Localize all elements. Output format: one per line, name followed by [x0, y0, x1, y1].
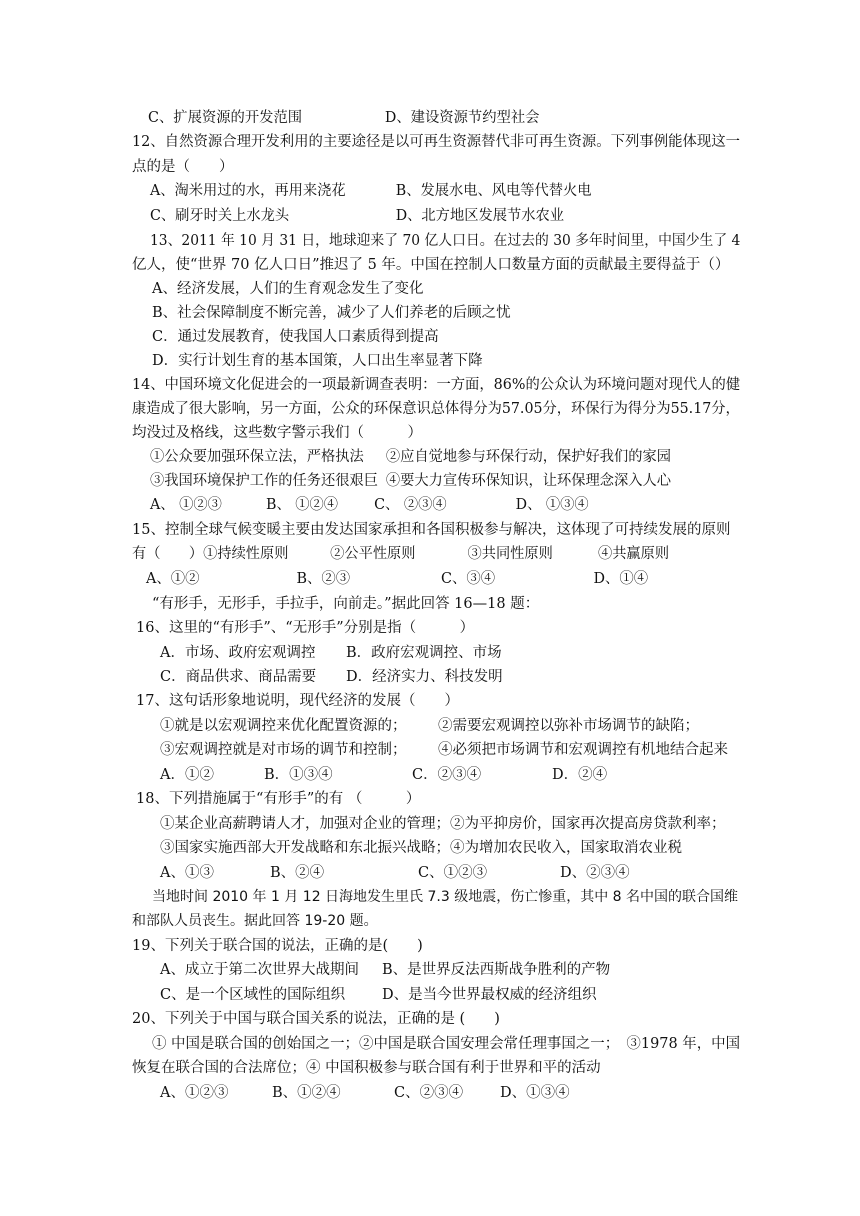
q12-option-b: B、发展水电、风电等代替火电	[395, 183, 592, 199]
q20-items-line-1: ① 中国是联合国的创始国之一；②中国是联合国安理会常任理事国之一； ③1978 年，中国	[152, 1036, 741, 1052]
q12-option-d: D、北方地区发展节水农业	[395, 208, 564, 224]
q15-stem-line-1: 15、控制全球气候变暖主要由发达国家承担和各国积极参与解决，这体现了可持续发展的原则	[132, 522, 731, 538]
intro-19-20-line-1: 当地时间 2010 年 1 月 12 日海地发生里氏 7.3 级地震，伤亡惨重，其中 8 名中国的联合国维	[152, 889, 739, 905]
q17-option-c: C．②③④	[412, 767, 482, 783]
q14-option-c: C、 ②③④	[374, 497, 447, 513]
q16-option-c: C．商品供求、商品需要	[160, 669, 317, 685]
q14-option-d: D、 ①③④	[515, 497, 589, 513]
q18-items-line-2: ③国家实施西部大开发战略和东北振兴战略；④为增加农民收入，国家取消农业税	[160, 840, 682, 856]
q20-option-a: A、①②③	[160, 1085, 229, 1101]
q14-item-1: ①公众要加强环保立法，严格执法	[150, 449, 364, 465]
q12-stem-line-1: 12、自然资源合理开发利用的主要途径是以可再生资源替代非可再生资源。下列事例能体现这一	[132, 134, 741, 150]
q15-option-d: D、①④	[593, 571, 649, 587]
q14-item-4: ④要大力宣传环保知识，让环保理念深入人心	[385, 473, 671, 489]
q14-option-b: B、 ①②④	[265, 497, 339, 513]
q14-stem-line-3: 均没过及格线，这些数字警示我们（ ）	[132, 425, 422, 441]
q17-stem: 17、这句话形象地说明，现代经济的发展（ ）	[136, 693, 459, 709]
q19-stem: 19、下列关于联合国的说法，正确的是( )	[132, 938, 423, 954]
q19-option-a: A、成立于第二次世界大战期间	[160, 962, 359, 978]
q14-option-a: A、 ①②③	[150, 497, 222, 513]
q11-option-d: D、建设资源节约型社会	[384, 110, 540, 126]
q13-option-d: D．实行计划生育的基本国策，人口出生率显著下降	[152, 353, 483, 369]
q13-stem-line-2: 亿人，使“世界 70 亿人口日”推迟了 5 年。中国在控制人口数量方面的贡献最主要得益于（）	[132, 257, 730, 273]
q20-option-c: C、②③④	[394, 1085, 464, 1101]
q15-option-a: A、①②	[146, 571, 200, 587]
q16-stem: 16、这里的“有形手”、“无形手”分别是指（ ）	[136, 620, 475, 636]
q13-option-b: B、社会保障制度不断完善，减少了人们养老的后顾之忧	[152, 305, 511, 321]
q15-item-3: ③共同性原则	[467, 546, 553, 562]
q14-stem-line-1: 14、中国环境文化促进会的一项最新调查表明：一方面，86%的公众认为环境问题对现代人的健	[132, 377, 741, 393]
q19-option-b: B、是世界反法西斯战争胜利的产物	[382, 962, 611, 978]
q15-item-4: ④共赢原则	[597, 546, 670, 562]
q19-option-c: C、是一个区域性的国际组织	[160, 987, 346, 1003]
q16-option-b: B．政府宏观调控、市场	[346, 645, 502, 661]
q20-option-d: D、①③④	[500, 1085, 570, 1101]
q18-option-d: D、②③④	[560, 865, 630, 881]
q16-option-d: D．经济实力、科技发明	[346, 669, 503, 685]
q16-option-a: A．市场、政府宏观调控	[160, 645, 316, 661]
q18-option-b: B、②④	[270, 865, 325, 881]
q17-item-2: ②需要宏观调控以弥补市场调节的缺陷；	[438, 718, 699, 734]
q17-option-a: A．①②	[160, 767, 214, 783]
q17-option-b: B．①③④	[264, 767, 333, 783]
q18-option-c: C、①②③	[418, 865, 488, 881]
q13-option-a: A、经济发展，人们的生育观念发生了变化	[152, 281, 424, 297]
q14-item-3: ③我国环境保护工作的任务还很艰巨	[150, 473, 379, 489]
q17-item-3: ③宏观调控就是对市场的调节和控制；	[160, 742, 407, 758]
q12-option-c: C、刷牙时关上水龙头	[150, 208, 290, 224]
q12-option-a: A、淘米用过的水，再用来浇花	[150, 183, 346, 199]
q20-stem: 20、下列关于中国与联合国关系的说法，正确的是 ( )	[132, 1011, 500, 1027]
q20-items-line-2: 恢复在联合国的合法席位；④ 中国积极参与联合国有利于世界和平的活动	[132, 1060, 601, 1076]
q17-option-d: D．②④	[552, 767, 608, 783]
q15-option-c: C、③④	[441, 571, 496, 587]
q17-item-1: ①就是以宏观调控来优化配置资源的；	[160, 718, 407, 734]
q18-stem: 18、下列措施属于“有形手”的有 （ ）	[136, 791, 421, 807]
q15-option-b: B、②③	[296, 571, 351, 587]
q14-stem-line-2: 康造成了很大影响，另一方面，公众的环保意识总体得分为57.05分，环保行为得分为55.17分，	[132, 401, 740, 417]
q18-items-line-1: ①某企业高薪聘请人才，加强对企业的管理；②为平抑房价，国家再次提高房贷款利率；	[160, 816, 726, 832]
intro-16-18: “有形手，无形手，手拉手，向前走。”据此回答 16—18 题：	[152, 596, 540, 612]
q19-option-d: D、是当今世界最权威的经济组织	[382, 987, 597, 1003]
q13-stem-line-1: 13、2011 年 10 月 31 日，地球迎来了 70 亿人口日。在过去的 30 多年时间里，中国少生了 4	[150, 233, 741, 249]
q13-option-c: C．通过发展教育，使我国人口素质得到提高	[152, 329, 439, 345]
q14-item-2: ②应自觉地参与环保行动，保护好我们的家园	[385, 449, 671, 465]
q11-option-c: C、扩展资源的开发范围	[148, 110, 303, 126]
q17-item-4: ④必须把市场调节和宏观调控有机地结合起来	[438, 742, 728, 758]
q18-option-a: A、①③	[160, 865, 214, 881]
q12-stem-line-2: 点的是（ ）	[132, 159, 234, 175]
q20-option-b: B、①②④	[272, 1085, 341, 1101]
q15-stem-item-1: 有（ ）①持续性原则	[132, 546, 289, 562]
intro-19-20-line-2: 和部队人员丧生。据此回答 19-20 题。	[132, 913, 378, 929]
q15-item-2: ②公平性原则	[330, 546, 416, 562]
